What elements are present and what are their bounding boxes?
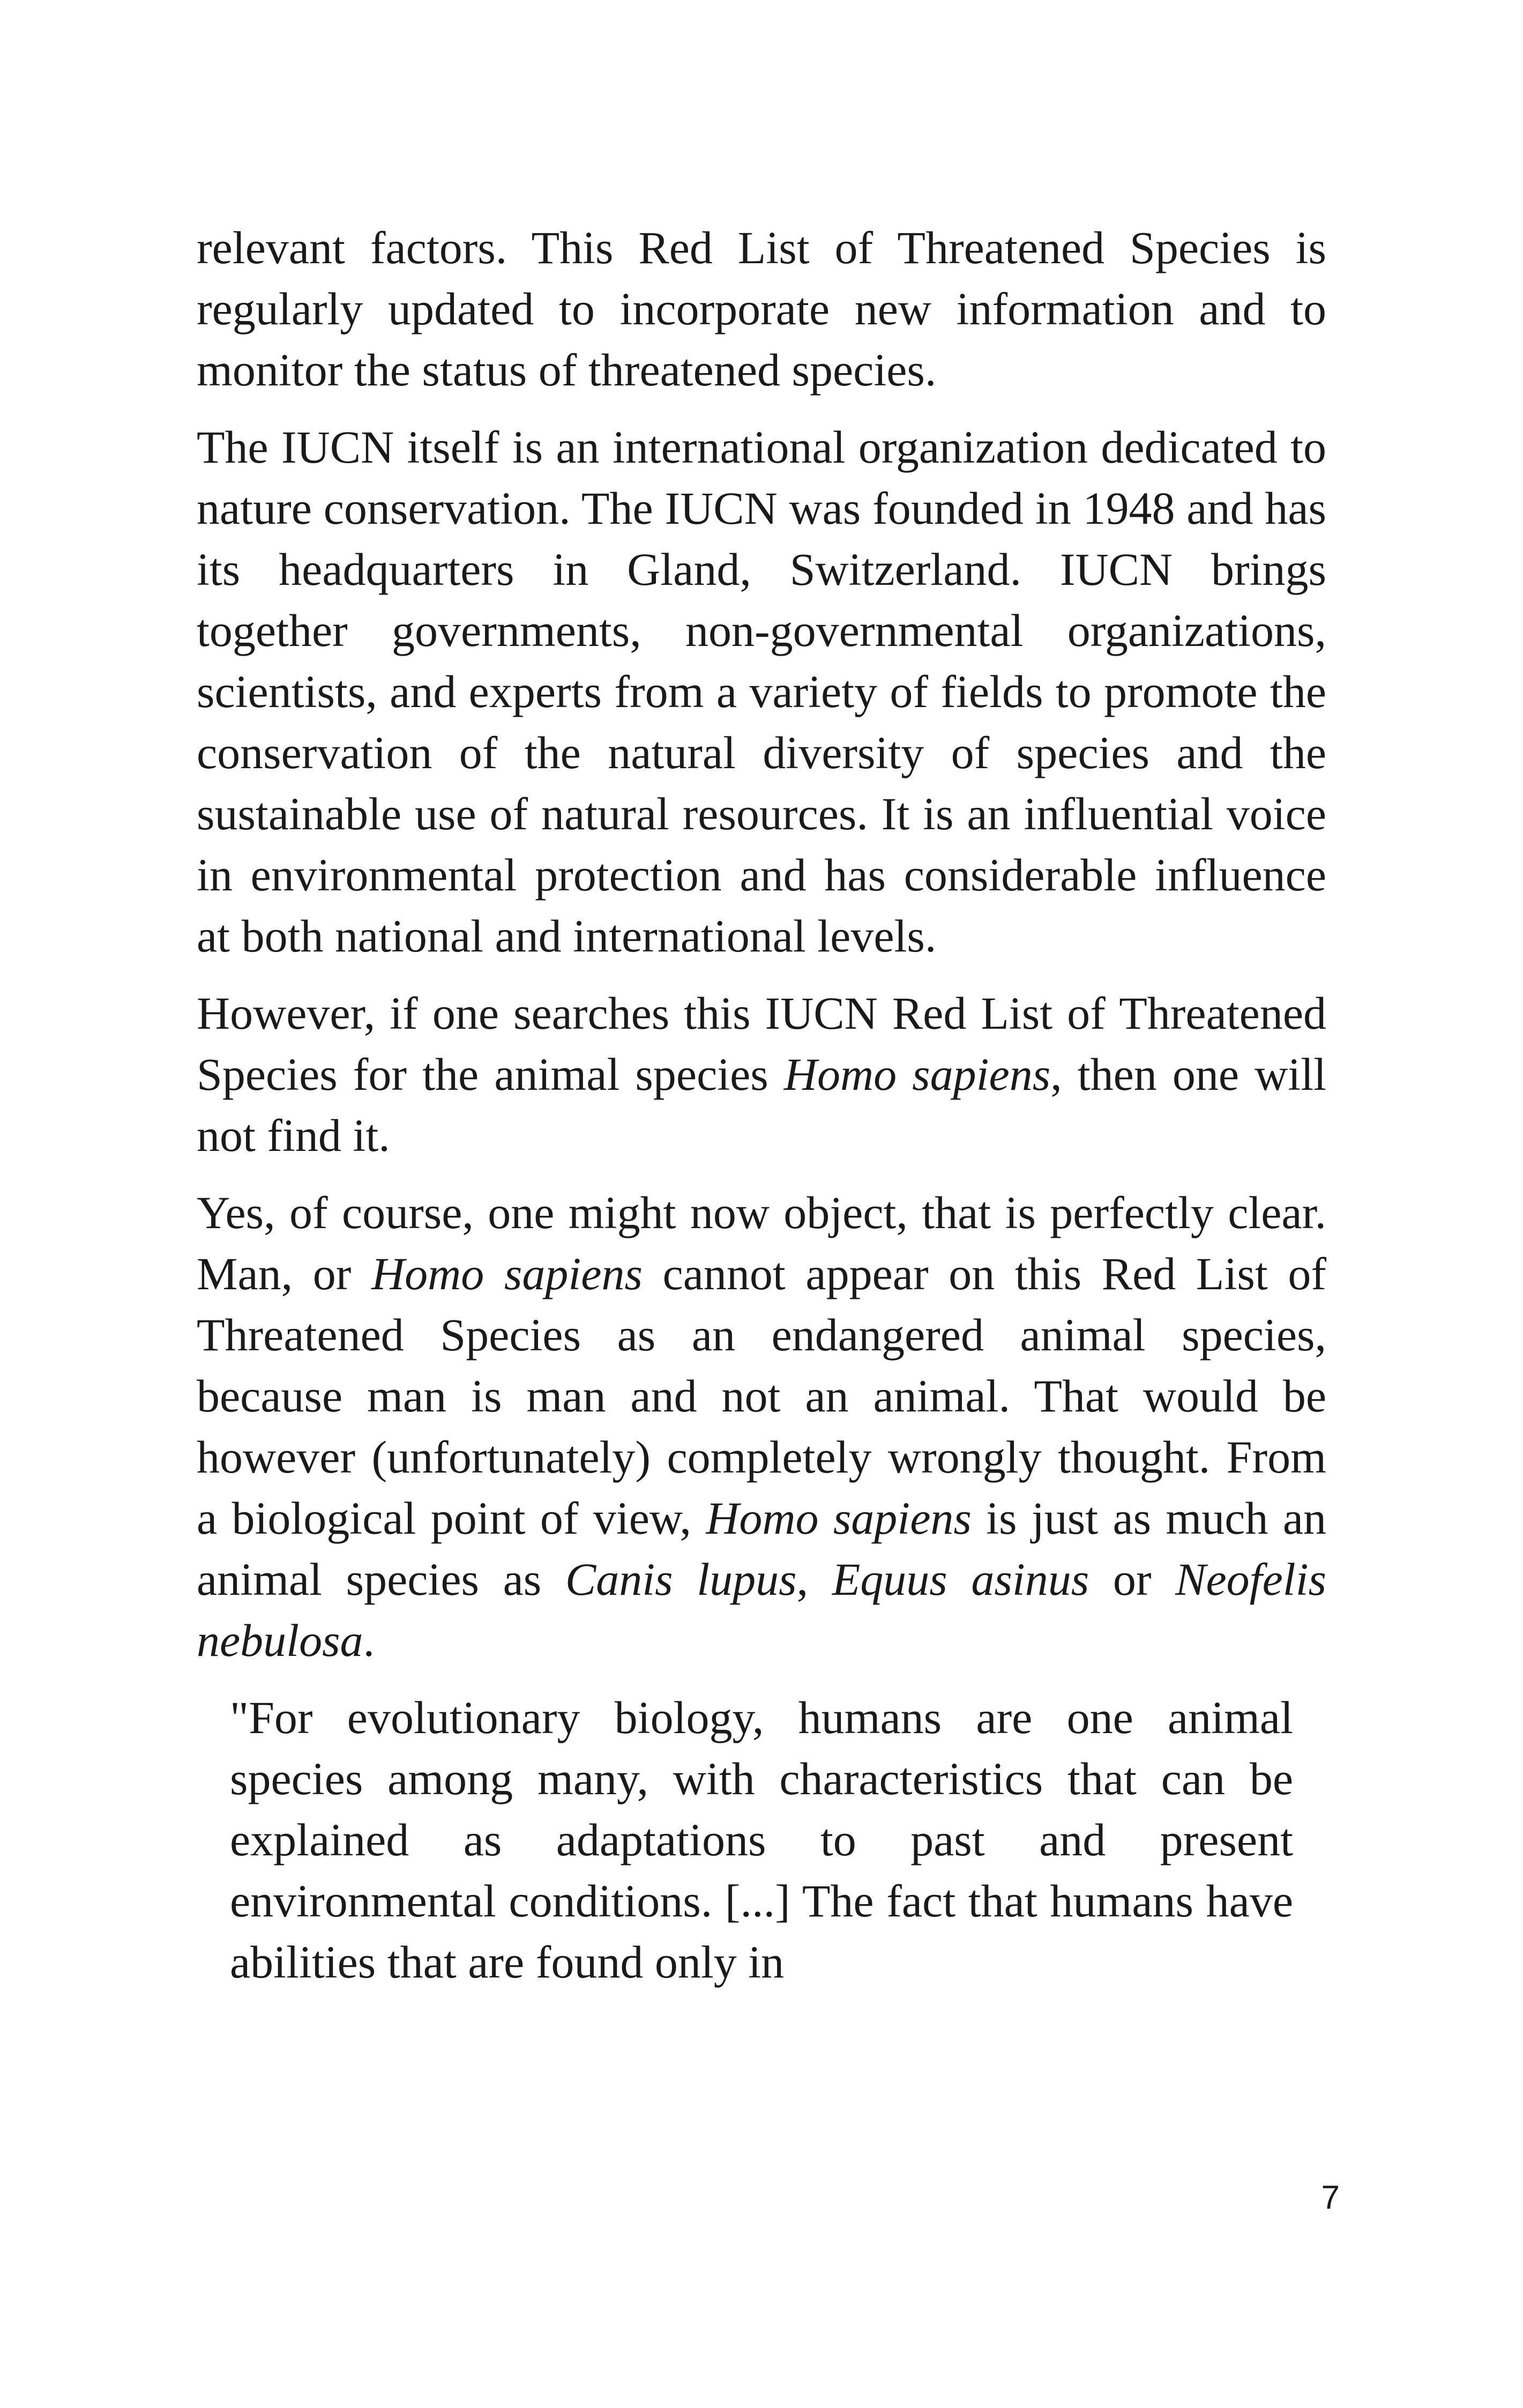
block-quote: [230, 1687, 1293, 1993]
paragraph-4-text-d: ,: [796, 1554, 832, 1605]
paragraph-4-species-canis: Canis lupus: [565, 1554, 797, 1605]
paragraph-3-text: However, if one searches this IUCN Red List of Threatened Species for the animal species: [197, 987, 1326, 1100]
paragraph-1-text: relevant factors. This Red List of Threatened Species is regularly updated to incorporate new information and to monitor the status of threatened species.: [197, 222, 1326, 396]
paragraph-4-text-e: or: [1089, 1554, 1176, 1605]
block-quote-text: "For evolutionary biology, humans are one animal species among many, with characteristics that can be explained as adaptations to past and present environmental conditions. [...] The fact that humans have abilities that are found only in: [230, 1692, 1293, 1988]
paragraph-4-text-b: cannot appear on this Red List of Threatened Species as an endangered animal species, because man is man and not an animal. That would be however (unfortunately) completely wrongly thought. From a biological point of view,: [197, 1248, 1326, 1544]
paragraph-4-text-c: is just as much an animal species as: [197, 1492, 1326, 1605]
paragraph-2-text: The IUCN itself is an international organization dedicated to nature conservation. The IUCN was founded in 1948 and has its headquarters in Gland, Switzerland. IUCN brings together governments, non-governmental organizations, scientists, and experts from a variety of fields to promote the conservation of the natural diversity of species and the sustainable use of natural resources. It is an influential voice in environmental protection and has considerable influence at both national and international levels.: [197, 421, 1326, 962]
paragraph-4-text-end: .: [363, 1615, 375, 1666]
paragraph-3: [197, 983, 1326, 1166]
paragraph-4-species-homo-1: Homo sapiens: [371, 1248, 643, 1299]
paragraph-4-species-neofelis: Neofelis nebulosa: [197, 1554, 1326, 1666]
paragraph-4-species-homo-2: Homo sapiens: [706, 1492, 972, 1544]
paragraph-4: [197, 1182, 1326, 1671]
paragraph-3-text-end: , then one will not find it.: [197, 1049, 1326, 1161]
paragraph-1: [197, 217, 1326, 400]
paragraph-4-species-equus: Equus asinus: [832, 1554, 1089, 1605]
page-body: [197, 217, 1326, 2009]
paragraph-4-text-a: Yes, of course, one might now object, that is perfectly clear. Man, or: [197, 1187, 1326, 1299]
page-number: 7: [1321, 2179, 1340, 2216]
paragraph-3-species-name: Homo sapiens: [783, 1049, 1051, 1100]
paragraph-2: [197, 417, 1326, 967]
